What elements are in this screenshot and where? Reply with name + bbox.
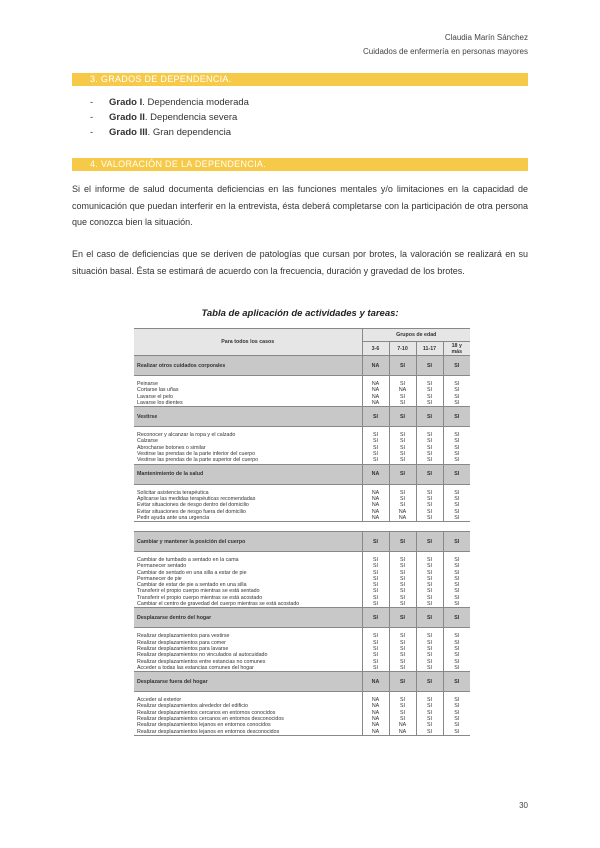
- table-cell: SI: [443, 563, 470, 569]
- table-cell: NA: [362, 464, 389, 484]
- row-label: Vestirse las prendas de la parte inferior del cuerpo: [137, 451, 256, 458]
- table-cell: NA: [389, 509, 416, 515]
- table-cell: SI: [416, 722, 443, 728]
- table-cell: SI: [416, 515, 443, 522]
- table-cell: SI: [389, 703, 416, 709]
- row-label: Reconocer y alcanzar la ropa y el calzado: [137, 432, 236, 439]
- table-cell: SI: [443, 703, 470, 709]
- table-cell: SI: [443, 432, 470, 438]
- table-cell: SI: [443, 451, 470, 457]
- section-3-title: 3. GRADOS DE DEPENDENCIA.: [90, 74, 232, 84]
- row-label: Calzarse: [137, 438, 158, 445]
- table-row: [134, 457, 470, 464]
- table-cell: NA: [362, 496, 389, 502]
- table-cell: SI: [362, 457, 389, 464]
- table-cell: SI: [389, 557, 416, 563]
- table-cell: SI: [416, 502, 443, 508]
- row-label: Realizar desplazamientos lejanos en entornos desconocidos: [134, 729, 362, 736]
- table-cell: SI: [443, 722, 470, 728]
- table-cell: SI: [416, 451, 443, 457]
- row-label: Aplicarse las medidas terapéuticas recomendadas: [137, 495, 256, 502]
- table-cell: SI: [416, 490, 443, 496]
- table-cell: SI: [416, 407, 443, 427]
- table-cell: SI: [416, 509, 443, 515]
- row-label: Cambiar el centro de gravedad del cuerpo mientras se está acostado: [134, 601, 362, 608]
- table-cell: NA: [389, 515, 416, 522]
- table-cell: SI: [416, 716, 443, 722]
- row-label: Realizar desplazamientos lejanos en entornos conocidos: [137, 722, 271, 729]
- row-label: Realizar desplazamientos para vestirse: [137, 633, 230, 640]
- section-title: Vestirse: [134, 407, 362, 427]
- table-row: [134, 601, 470, 608]
- age-group: 11-17: [416, 342, 443, 356]
- table-cell: SI: [389, 563, 416, 569]
- table-row: [134, 729, 470, 736]
- table-cell: SI: [389, 432, 416, 438]
- table-cell: SI: [443, 716, 470, 722]
- table-cell: SI: [362, 659, 389, 665]
- table-cell: NA: [362, 490, 389, 496]
- table-cell: SI: [389, 582, 416, 588]
- table-cell: SI: [362, 432, 389, 438]
- table-cell: SI: [443, 557, 470, 563]
- section-title: Desplazarse dentro del hogar: [134, 608, 362, 628]
- table-cell: SI: [389, 464, 416, 484]
- age-group: 3-6: [362, 342, 389, 356]
- table-cell: SI: [443, 490, 470, 496]
- table-cell: SI: [389, 697, 416, 703]
- paragraph-1: Si el informe de salud documenta deficiencias en las funciones mentales y/o limitaciones en la capacidad de comunicación que puedan interferir en la entrevista, ésta deberá completarse con la participación de otra persona que conozca bien la situación.: [72, 184, 528, 227]
- table-cell: SI: [389, 640, 416, 646]
- table-cell: SI: [389, 588, 416, 594]
- table-cell: SI: [443, 438, 470, 444]
- table-cell: NA: [362, 672, 389, 692]
- table-cell: SI: [443, 464, 470, 484]
- table-cell: SI: [389, 451, 416, 457]
- row-label: Acceder a todas las estancias comunes del hogar: [134, 665, 362, 672]
- table-cell: SI: [416, 356, 443, 376]
- table-cell: SI: [416, 633, 443, 639]
- table-cell: SI: [389, 356, 416, 376]
- table-section-row: [134, 532, 470, 552]
- table-cell: SI: [416, 457, 443, 464]
- row-label: Transferir el propio cuerpo mientras se está acostado: [137, 594, 263, 601]
- page-number: 30: [519, 801, 528, 810]
- row-label: Realizar desplazamientos alrededor del edificio: [137, 703, 249, 710]
- activities-table-2: [134, 531, 470, 736]
- table-cell: SI: [416, 563, 443, 569]
- table-cell: NA: [389, 729, 416, 736]
- table-cell: SI: [443, 608, 470, 628]
- table-cell: NA: [362, 722, 389, 728]
- table-cell: SI: [416, 729, 443, 736]
- table-cell: NA: [389, 722, 416, 728]
- table-cell: SI: [416, 532, 443, 552]
- table-cell: SI: [389, 407, 416, 427]
- table-cell: NA: [362, 703, 389, 709]
- table-header-row: [134, 329, 470, 342]
- table-cell: SI: [416, 588, 443, 594]
- table-cell: SI: [416, 582, 443, 588]
- table-cell: SI: [389, 659, 416, 665]
- table-cell: SI: [389, 381, 416, 387]
- header-author: Claudia Marín Sánchez: [444, 33, 528, 42]
- table-cell: SI: [416, 557, 443, 563]
- table-cell: NA: [362, 502, 389, 508]
- header-label: Para todos los casos: [134, 329, 362, 356]
- section-title: Desplazarse fuera del hogar: [134, 672, 362, 692]
- table-cell: SI: [416, 608, 443, 628]
- table-cell: SI: [443, 601, 470, 608]
- table-cell: SI: [443, 665, 470, 672]
- table-cell: SI: [389, 445, 416, 451]
- table-cell: SI: [416, 595, 443, 601]
- table-cell: SI: [416, 432, 443, 438]
- row-label: Realizar desplazamientos para lavarse: [137, 645, 229, 652]
- table-cell: SI: [389, 394, 416, 400]
- list-item: - Grado II. Dependencia severa: [90, 112, 238, 123]
- table-cell: SI: [362, 451, 389, 457]
- section-title: Cambiar y mantener la posición del cuerpo: [134, 532, 362, 552]
- table-cell: SI: [416, 703, 443, 709]
- table-cell: SI: [443, 576, 470, 582]
- section-title: Mantenimiento de la salud: [134, 464, 362, 484]
- table-cell: SI: [443, 697, 470, 703]
- table-cell: SI: [416, 496, 443, 502]
- list-item: - Grado I. Dependencia moderada: [90, 97, 249, 108]
- table-cell: SI: [389, 665, 416, 672]
- table-cell: SI: [443, 652, 470, 658]
- row-label: Realizar desplazamientos entre estancias no comunes: [137, 658, 266, 665]
- table-cell: NA: [362, 729, 389, 736]
- row-label: Cambiar de estar de pie a sentado en una silla: [137, 582, 247, 589]
- table-cell: SI: [389, 633, 416, 639]
- row-label: Abrocharse botones o similar: [137, 444, 206, 451]
- section-3-heading: [72, 73, 528, 86]
- table-cell: NA: [362, 716, 389, 722]
- table-cell: SI: [443, 502, 470, 508]
- table-cell: SI: [362, 582, 389, 588]
- row-label: Acceder al exterior: [137, 697, 182, 704]
- table-row: [134, 400, 470, 407]
- table-cell: SI: [362, 445, 389, 451]
- table-cell: SI: [362, 570, 389, 576]
- table-cell: SI: [443, 496, 470, 502]
- table-cell: SI: [443, 672, 470, 692]
- grades-list: [90, 95, 249, 140]
- table-cell: SI: [416, 646, 443, 652]
- table-cell: NA: [362, 394, 389, 400]
- table-cell: SI: [362, 633, 389, 639]
- row-label: Evitar situaciones de riesgo fuera del domicilio: [137, 508, 246, 515]
- table-title: Tabla de aplicación de actividades y tareas:: [201, 308, 399, 319]
- table-section-row: [134, 356, 470, 376]
- page-header: [363, 31, 528, 59]
- row-label: Vestirse las prendas de la parte superior del cuerpo: [134, 457, 362, 464]
- table-cell: SI: [362, 588, 389, 594]
- row-label: Permanecer sentado: [137, 563, 187, 570]
- table-cell: SI: [443, 582, 470, 588]
- table-section-row: [134, 407, 470, 427]
- row-label: Permanecer de pie: [137, 575, 182, 582]
- table-cell: SI: [443, 640, 470, 646]
- table-cell: SI: [362, 576, 389, 582]
- table-cell: SI: [416, 652, 443, 658]
- table-cell: SI: [389, 490, 416, 496]
- table-cell: SI: [443, 633, 470, 639]
- table-cell: NA: [362, 710, 389, 716]
- table-cell: SI: [443, 457, 470, 464]
- table-cell: SI: [443, 595, 470, 601]
- row-label: Cambiar de tumbado a sentado en la cama: [137, 557, 239, 563]
- header-subtitle: Cuidados de enfermería en personas mayores: [363, 47, 528, 56]
- row-label: Transferir el propio cuerpo mientras se está sentado: [137, 588, 260, 595]
- table-cell: SI: [362, 608, 389, 628]
- table-cell: NA: [389, 387, 416, 393]
- table-cell: SI: [443, 710, 470, 716]
- table-cell: NA: [362, 697, 389, 703]
- table-cell: SI: [389, 608, 416, 628]
- row-label: Lavarse los dientes: [134, 400, 362, 407]
- table-cell: SI: [443, 570, 470, 576]
- table-cell: SI: [389, 400, 416, 407]
- table-cell: SI: [416, 665, 443, 672]
- table-cell: SI: [362, 640, 389, 646]
- age-group: 7-10: [389, 342, 416, 356]
- table-cell: SI: [416, 659, 443, 665]
- table-cell: SI: [443, 646, 470, 652]
- table-cell: SI: [389, 672, 416, 692]
- table-cell: NA: [362, 381, 389, 387]
- table-cell: SI: [362, 665, 389, 672]
- table-cell: SI: [416, 394, 443, 400]
- table-cell: SI: [443, 407, 470, 427]
- row-label: Realizar desplazamientos cercanos en entornos conocidos: [137, 709, 276, 716]
- table-cell: SI: [443, 400, 470, 407]
- table-cell: SI: [389, 652, 416, 658]
- table-cell: NA: [362, 400, 389, 407]
- table-cell: SI: [389, 716, 416, 722]
- table-row: [134, 515, 470, 522]
- table-cell: SI: [416, 464, 443, 484]
- table-cell: SI: [443, 387, 470, 393]
- table-section-row: [134, 672, 470, 692]
- table-cell: SI: [389, 601, 416, 608]
- section-4-heading: [72, 158, 528, 171]
- table-cell: SI: [362, 563, 389, 569]
- table-cell: SI: [389, 576, 416, 582]
- group-label: Grupos de edad: [362, 329, 470, 342]
- section-title: Realizar otros cuidados corporales: [134, 356, 362, 376]
- table-cell: SI: [443, 356, 470, 376]
- table-cell: SI: [362, 532, 389, 552]
- table-cell: SI: [416, 697, 443, 703]
- table-cell: SI: [362, 557, 389, 563]
- row-label: Peinarse: [137, 381, 158, 387]
- table-cell: SI: [389, 502, 416, 508]
- table-cell: SI: [443, 394, 470, 400]
- table-cell: SI: [389, 496, 416, 502]
- row-label: Solicitar asistencia terapéutica: [137, 489, 209, 496]
- table-cell: SI: [362, 407, 389, 427]
- table-cell: SI: [416, 400, 443, 407]
- table-cell: NA: [362, 515, 389, 522]
- row-label: Realizar desplazamientos no vinculados al autocuidado: [137, 652, 268, 659]
- table-cell: SI: [362, 595, 389, 601]
- row-label: Lavarse el pelo: [137, 393, 173, 400]
- activities-table-1: [134, 328, 470, 522]
- table-cell: SI: [416, 640, 443, 646]
- table-cell: SI: [443, 729, 470, 736]
- table-cell: SI: [389, 532, 416, 552]
- row-label: Cortarse las uñas: [137, 387, 179, 394]
- row-label: Cambiar de sentado en una silla a estar de pie: [137, 569, 247, 576]
- table-cell: SI: [416, 672, 443, 692]
- table-cell: SI: [443, 445, 470, 451]
- row-label: Pedir ayuda ante una urgencia: [134, 515, 362, 522]
- age-group: 18 y más: [443, 342, 470, 356]
- table-cell: SI: [443, 532, 470, 552]
- table-cell: SI: [443, 381, 470, 387]
- table-cell: SI: [416, 381, 443, 387]
- table-cell: SI: [389, 438, 416, 444]
- table-cell: SI: [416, 601, 443, 608]
- table-cell: SI: [416, 576, 443, 582]
- table-cell: NA: [362, 356, 389, 376]
- table-cell: SI: [443, 659, 470, 665]
- table-cell: SI: [443, 588, 470, 594]
- table-cell: SI: [443, 515, 470, 522]
- table-cell: SI: [416, 570, 443, 576]
- table-cell: SI: [389, 595, 416, 601]
- table-cell: SI: [362, 652, 389, 658]
- table-cell: SI: [362, 601, 389, 608]
- table-cell: SI: [362, 438, 389, 444]
- table-section-row: [134, 464, 470, 484]
- table-cell: SI: [389, 457, 416, 464]
- row-label: Evitar situaciones de riesgo dentro del domicilio: [137, 502, 249, 509]
- table-cell: SI: [416, 710, 443, 716]
- table-cell: SI: [416, 438, 443, 444]
- row-label: Realizar desplazamientos para comer: [137, 639, 226, 646]
- table-row: [134, 665, 470, 672]
- table-section-row: [134, 608, 470, 628]
- table-cell: SI: [389, 646, 416, 652]
- table-cell: NA: [362, 387, 389, 393]
- section-4-title: 4. VALORACIÓN DE LA DEPENDENCIA.: [90, 159, 266, 169]
- table-cell: NA: [362, 509, 389, 515]
- list-item: - Grado III. Gran dependencia: [90, 127, 231, 138]
- table-cell: SI: [443, 509, 470, 515]
- table-cell: SI: [389, 710, 416, 716]
- table-cell: SI: [416, 387, 443, 393]
- paragraph-2: En el caso de deficiencias que se deriven de patologías que cursan por brotes, la valoración se realizará en su situación basal. Ésta se estimará de acuerdo con la frecuencia, duración y gravedad de los brotes.: [72, 249, 528, 276]
- table-cell: SI: [416, 445, 443, 451]
- row-label: Realizar desplazamientos cercanos en entornos desconocidos: [137, 716, 284, 723]
- table-cell: SI: [389, 570, 416, 576]
- table-cell: SI: [362, 646, 389, 652]
